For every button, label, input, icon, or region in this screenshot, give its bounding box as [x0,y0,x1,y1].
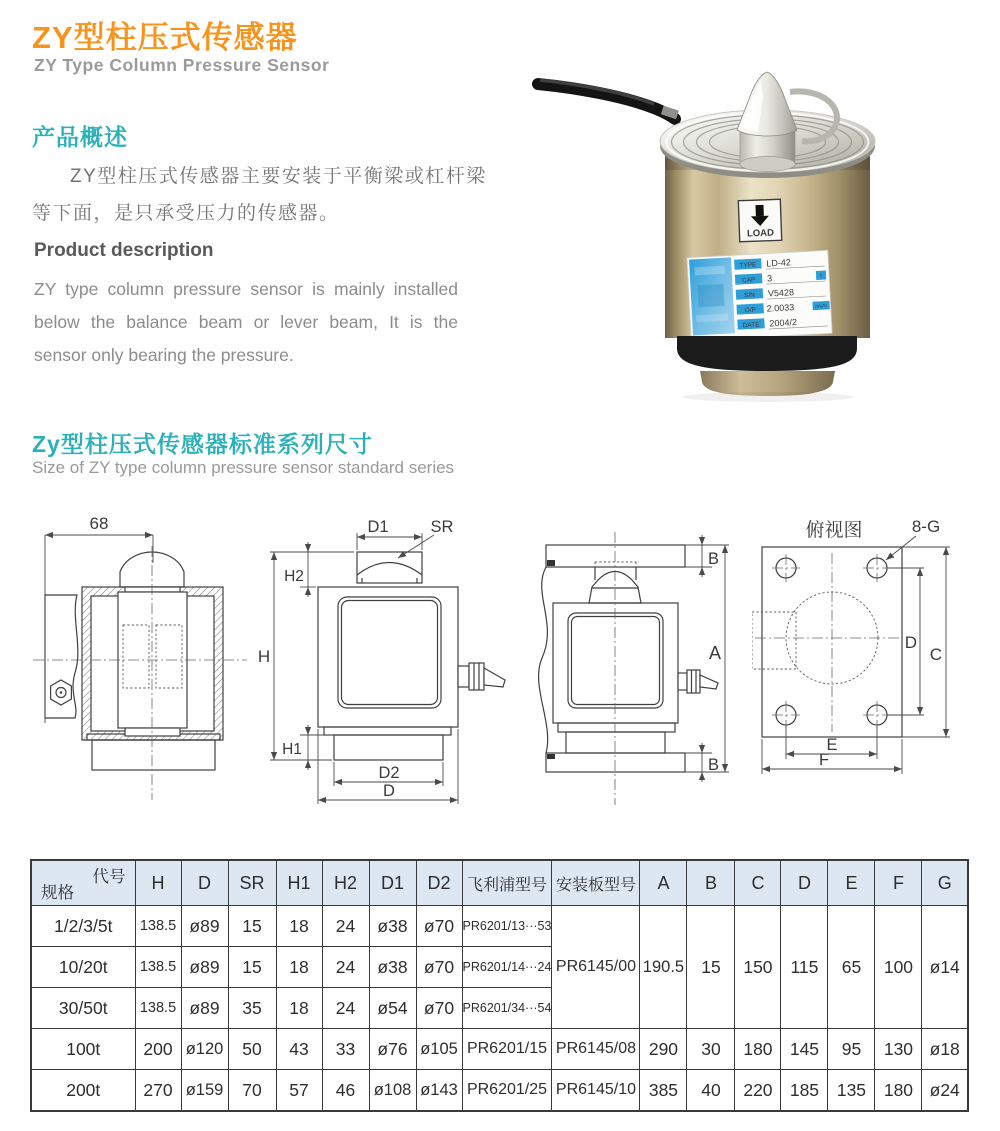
table-header-B: B [687,860,735,906]
svg-text:O/P: O/P [744,306,757,315]
table-header-SR: SR [228,860,276,906]
table-header-E: E [828,860,875,906]
svg-text:S/N: S/N [743,291,756,300]
svg-text:LD-42: LD-42 [766,257,792,269]
table-row: 1/2/3/5t 138.5 ø89 15 18 24 ø38 ø70 PR6201/13···53 PR6145/00 190.5 15 150 115 65 100 ø14 [31,906,968,947]
table-header-row [31,860,968,906]
dim-h2-label: H2 [284,568,304,585]
dim-h-label: H [258,647,271,666]
table-row: 30/50t 138.5 ø89 35 18 24 ø54 ø70 PR6201/34···54 [31,988,968,1029]
svg-text:mV/V: mV/V [815,304,828,310]
size-section-heading: Zy型柱压式传感器标准系列尺寸 [32,431,373,457]
dimension-table [30,859,969,1112]
table-header-G: G [922,860,968,906]
hole-count-label: 8-G [911,517,941,536]
hex-bolt [51,680,72,705]
dim-c-label: C [929,645,942,664]
dim-b-top-label: B [708,550,720,568]
table-header-D1: D1 [369,860,416,906]
load-label [738,199,781,241]
load-label-text: LOAD [746,227,775,240]
dim-d-label: D [383,782,395,800]
spec-cell: 1/2/3/5t [31,906,135,947]
table-header-D2nd: D [781,860,828,906]
table-row: 100t 200 ø120 50 43 33 ø76 ø105 PR6201/15 PR6145/08 290 30 180 145 95 130 ø18 [31,1029,968,1070]
dim-d2-label: D2 [378,764,400,782]
spec-cell: 10/20t [31,947,135,988]
product-description-text: ZY type column pressure sensor is mainly installed below the balance beam or lever beam, It is the sensor only bearing the pressure. [34,279,458,365]
spec-cell: 100t [31,1029,135,1070]
table-header-philips: 飞利浦型号 [462,860,552,906]
svg-text:3: 3 [766,273,773,284]
dim-sr-label: SR [430,518,454,536]
table-header-A: A [640,860,687,906]
dim-e-label: E [826,736,838,754]
drawing-install-view [518,508,750,815]
page-title: ZY型柱压式传感器 [32,20,298,55]
table-header-H: H [135,860,181,906]
table-header-D: D [181,860,228,906]
spec-cell: 30/50t [31,988,135,1029]
overview-heading: 产品概述 [32,124,128,150]
table-header-C: C [735,860,781,906]
spec-cell: 200t [31,1070,135,1112]
load-button [737,72,797,172]
corner-label-spec: 规格 [41,884,74,902]
drawing-front-view [258,508,510,815]
page-subtitle: ZY Type Column Pressure Sensor [34,55,330,75]
table-header-H1: H1 [276,860,322,906]
svg-text:V5428: V5428 [767,287,795,299]
dimension-table-container [30,859,969,1112]
svg-text:DATE: DATE [742,321,760,330]
sensor-cable [538,80,679,119]
table-header-plate: 安装板型号 [552,860,640,906]
merged-plate-cell: PR6145/00 [552,906,640,1029]
dim-d1-label: D1 [367,518,389,536]
size-section-subheading: Size of ZY type column pressure sensor standard series [32,458,455,477]
dim-a-label: A [709,643,722,663]
table-row: 200t 270 ø159 70 57 46 ø108 ø143 PR6201/25 PR6145/10 385 40 220 185 135 180 ø24 [31,1070,968,1112]
drawing-top-view [752,508,995,800]
table-corner-cell [31,860,135,906]
product-photo [528,58,952,403]
dim-h1-label: H1 [282,741,302,758]
overview-text-line1: ZY型柱压式传感器主要安装于平衡梁或杠杆梁 [70,166,487,187]
table-header-F: F [875,860,922,906]
top-view-title: 俯视图 [805,520,863,541]
table-row: 10/20t 138.5 ø89 15 18 24 ø38 ø70 PR6201/14···24 [31,947,968,988]
dim-d-label: D [904,633,917,652]
rubber-boot [677,336,857,371]
corner-label-code: 代号 [92,868,126,886]
table-header-D2: D2 [416,860,462,906]
svg-text:CAP: CAP [741,276,756,285]
svg-text:2004/2: 2004/2 [769,317,798,329]
svg-text:TYPE: TYPE [739,261,757,270]
table-header-H2: H2 [322,860,369,906]
svg-text:t: t [820,273,823,280]
svg-text:2.0033: 2.0033 [766,302,795,314]
drawing-section-view [25,508,255,808]
dim-b-bottom-label: B [708,756,720,774]
product-description-heading: Product description [34,240,214,261]
dim-f-label: F [818,751,830,769]
nameplate [687,250,832,340]
dim-68-label: 68 [89,514,109,533]
bolt-holes [772,554,891,729]
overview-text-line2: 等下面，是只承受压力的传感器。 [32,203,340,224]
